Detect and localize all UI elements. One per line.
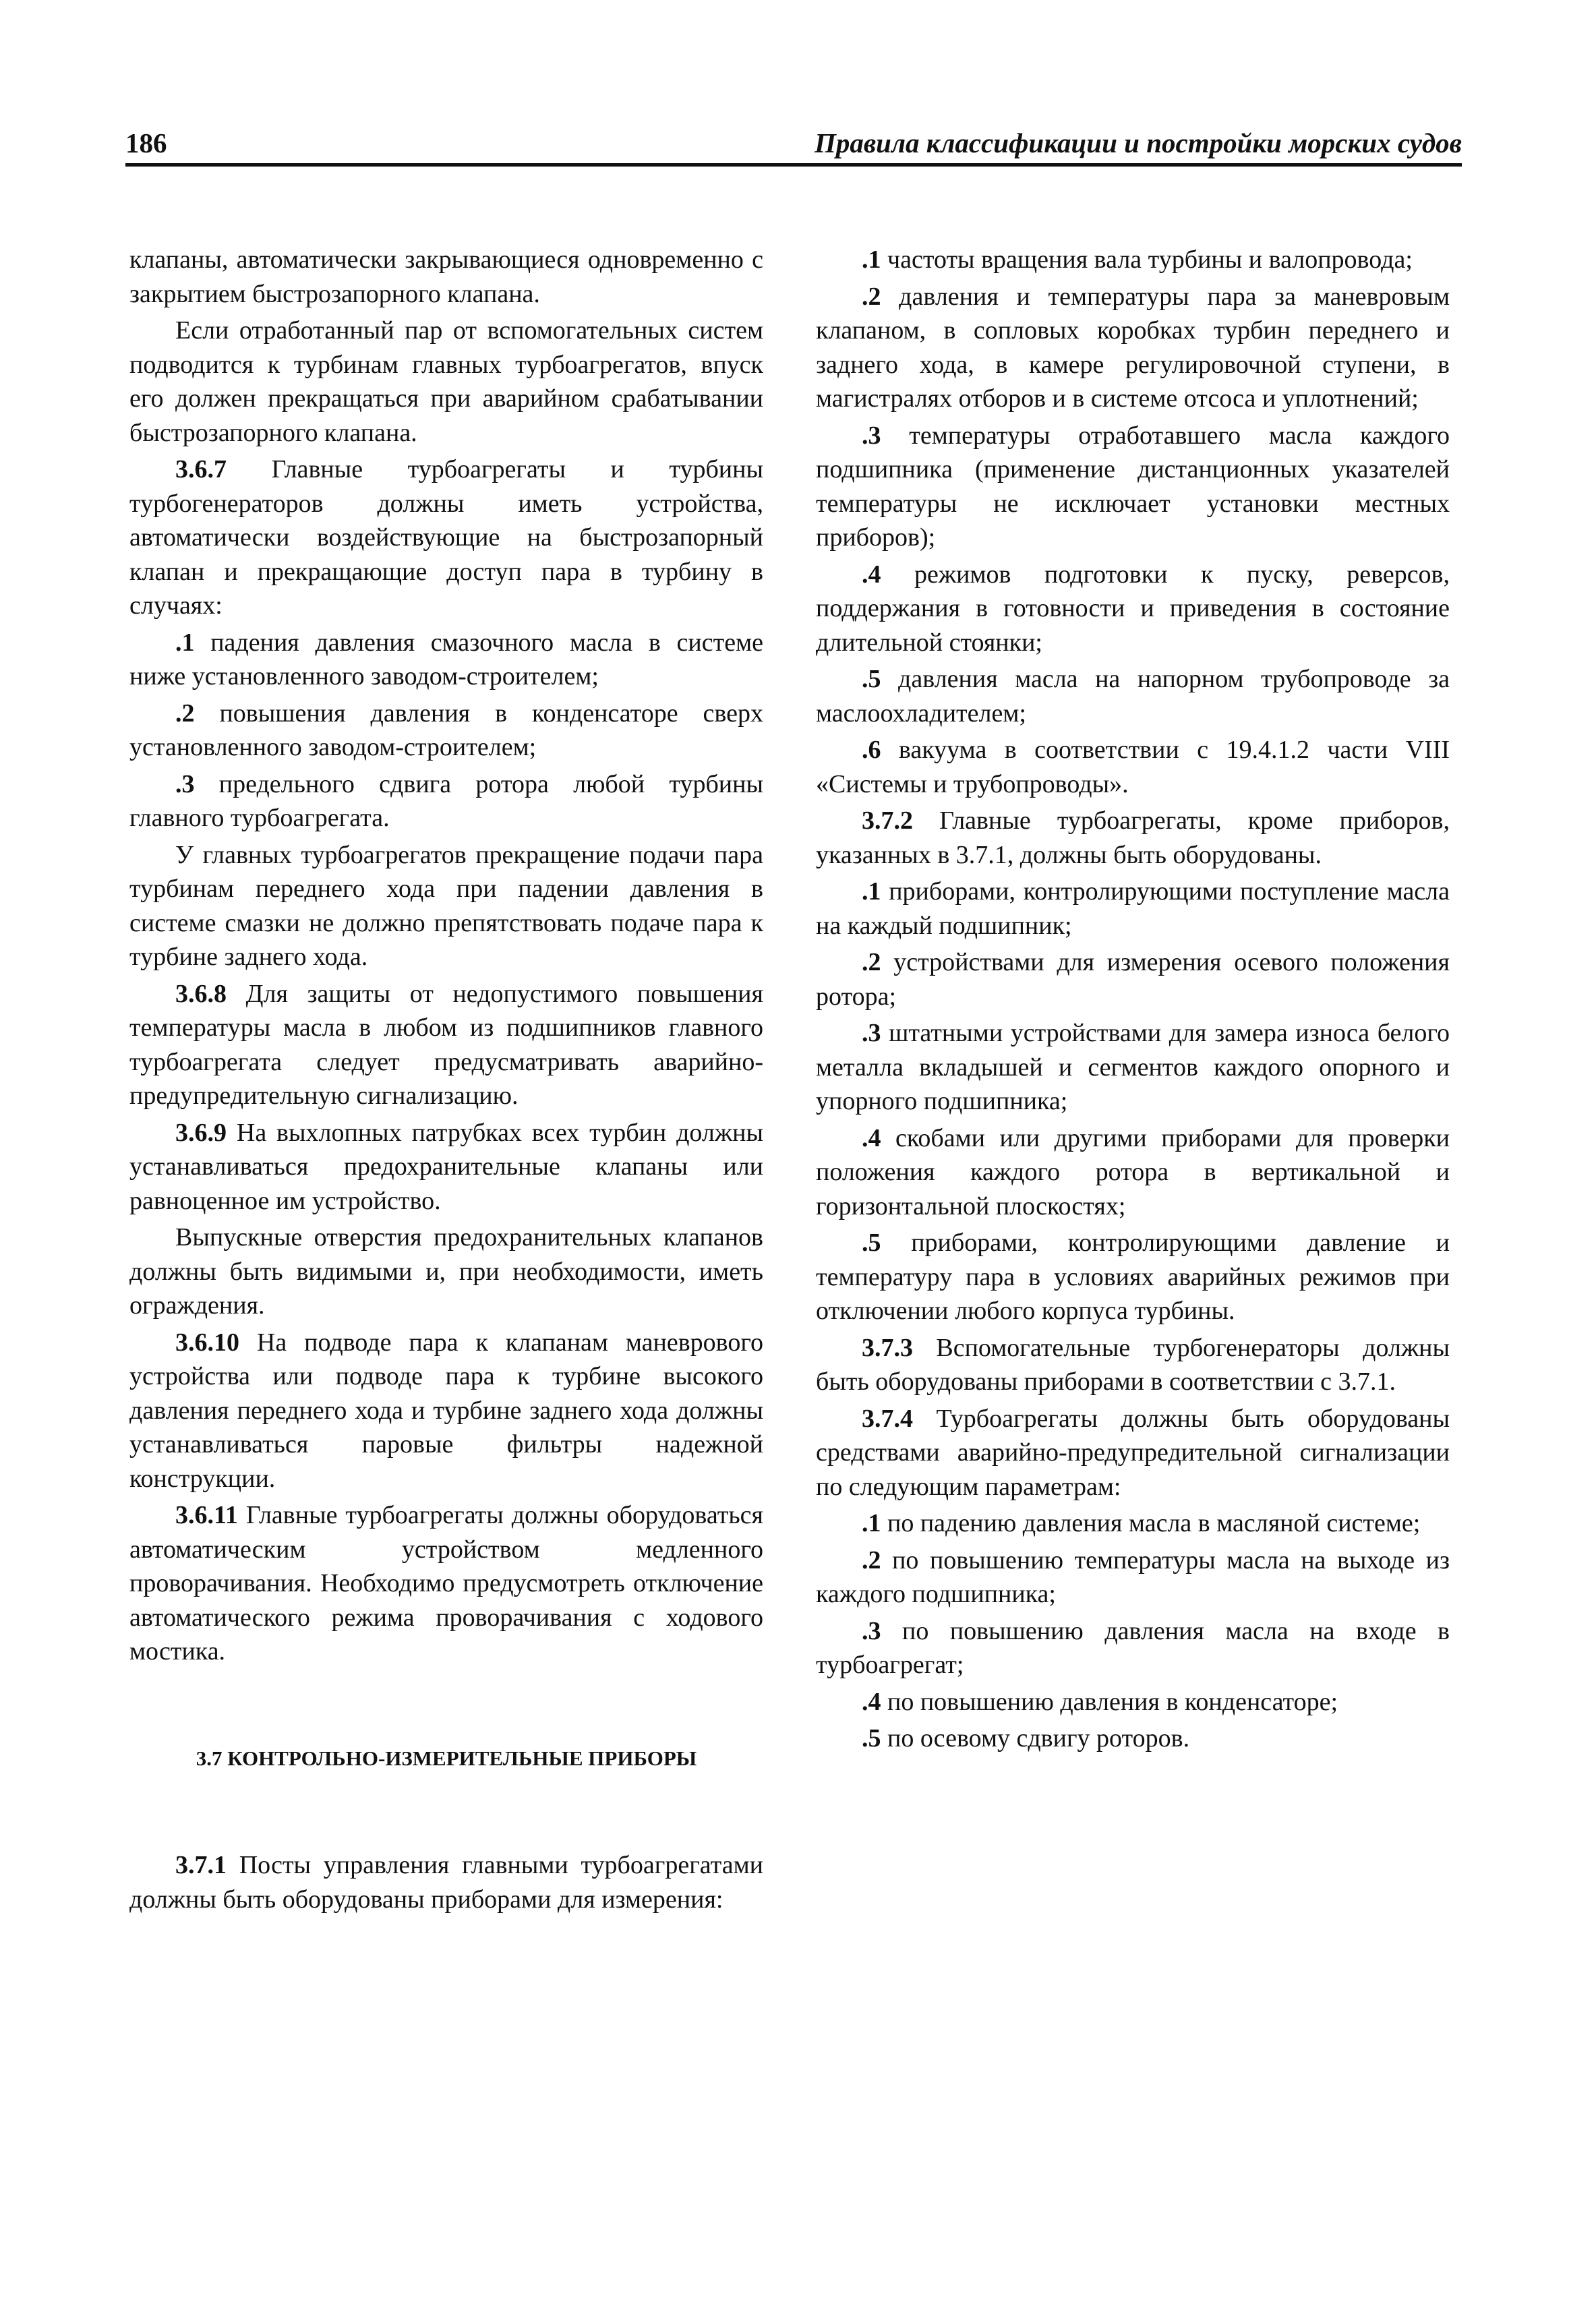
list-item: .3 предельного сдвига ротора любой турбины главного турбоагрегата.	[129, 769, 763, 832]
clause-3-7-1: 3.7.1 Посты управления главными турбоагрегатами должны быть оборудованы приборами для измерения:	[129, 1851, 763, 1914]
right-column	[816, 243, 1450, 1759]
list-item: .2 повышения давления в конденсаторе сверх установленного заводом-строителем;	[129, 699, 763, 761]
section-heading: 3.7 КОНТРОЛЬНО-ИЗМЕРИТЕЛЬНЫЕ ПРИБОРЫ	[196, 1746, 697, 1770]
list-item: .4 по повышению давления в конденсаторе;	[862, 1687, 1338, 1716]
list-item: .3 по повышению давления масла на входе в турбоагрегат;	[816, 1616, 1450, 1679]
clause-3-6-9: 3.6.9 На выхлопных патрубках всех турбин должны устанавливаться предохранительные клапаны или равноценное им устройство.	[129, 1118, 763, 1215]
list-item: .5 по осевому сдвигу роторов.	[862, 1724, 1190, 1752]
page-number: 186	[125, 127, 167, 158]
clause-3-7-2: 3.7.2 Главные турбоагрегаты, кроме приборов, указанных в 3.7.1, должны быть оборудованы.	[816, 806, 1450, 869]
list-item: .1 приборами, контролирующими поступление масла на каждый подшипник;	[816, 877, 1450, 940]
page-header	[125, 127, 1462, 163]
list-item: .1 по падению давления масла в масляной системе;	[862, 1509, 1421, 1537]
running-title: Правила классификации и постройки морских судов	[814, 127, 1462, 158]
list-item: .2 по повышению температуры масла на выходе из каждого подшипника;	[816, 1545, 1450, 1608]
left-column	[129, 243, 763, 1919]
list-item: .2 устройствами для измерения осевого положения ротора;	[816, 948, 1450, 1011]
clause-3-6-10: 3.6.10 На подводе пара к клапанам маневрового устройства или подводе пара к турбине высокого давления переднего хода и турбине заднего хода должны устанавливаться паровые фильтры надежной конструкции.	[129, 1328, 763, 1493]
list-item: .4 скобами или другими приборами для проверки положения каждого ротора в вертикальной и горизонтальной плоскостях;	[816, 1123, 1450, 1220]
clause-3-6-7: 3.6.7 Главные турбоагрегаты и турбины турбогенераторов должны иметь устройства, автоматически воздействующие на быстрозапорный клапан и прекращающие доступ пара в турбину в случаях:	[129, 455, 763, 620]
list-item: .5 давления масла на напорном трубопроводе за маслоохладителем;	[816, 665, 1450, 728]
list-item: .6 вакуума в соответствии с 19.4.1.2 части VIII «Системы и трубопроводы».	[816, 736, 1450, 798]
list-item: .5 приборами, контролирующими давление и температуру пара в условиях аварийных режимов при отключении любого корпуса турбины.	[816, 1229, 1450, 1325]
clause-3-6-11: 3.6.11 Главные турбоагрегаты должны оборудоваться автоматическим устройством медленного проворачивания. Необходимо предусмотреть отключение автоматического режима проворачивания с ходового мостика.	[129, 1501, 763, 1666]
list-item: .1 частоты вращения вала турбины и валопровода;	[862, 245, 1413, 274]
list-item: .2 давления и температуры пара за маневровым клапаном, в сопловых коробках турбин переднего и заднего хода, в камере регулировочной ступени, в магистралях отборов и в системе отсоса и уплотнений;	[816, 282, 1450, 413]
paragraph: Если отработанный пар от вспомогательных систем подводится к турбинам главных турбоагрегатов, впуск его должен прекращаться при аварийном срабатывании быстрозапорного клапана.	[129, 316, 763, 447]
list-item: .3 штатными устройствами для замера износа белого металла вкладышей и сегментов каждого опорного и упорного подшипника;	[816, 1019, 1450, 1115]
clause-3-7-3: 3.7.3 Вспомогательные турбогенераторы должны быть оборудованы приборами в соответствии с 3.7.1.	[816, 1333, 1450, 1396]
clause-3-6-8: 3.6.8 Для защиты от недопустимого повышения температуры масла в любом из подшипников главного турбоагрегата следует предусматривать аварийно-предупредительную сигнализацию.	[129, 979, 763, 1110]
list-item: .3 температуры отработавшего масла каждого подшипника (применение дистанционных указателей температуры не исключает установки местных приборов);	[816, 421, 1450, 552]
list-item: .4 режимов подготовки к пуску, реверсов, поддержания в готовности и приведения в состояние длительной стоянки;	[816, 560, 1450, 657]
paragraph: У главных турбоагрегатов прекращение подачи пара турбинам переднего хода при падении давления в системе смазки не должно препятствовать подаче пара к турбине заднего хода.	[129, 840, 763, 971]
clause-3-7-4: 3.7.4 Турбоагрегаты должны быть оборудованы средствами аварийно-предупредительной сигнализации по следующим параметрам:	[816, 1404, 1450, 1501]
header-rule	[125, 163, 1462, 167]
paragraph: клапаны, автоматически закрывающиеся одновременно с закрытием быстрозапорного клапана.	[129, 245, 763, 308]
paragraph: Выпускные отверстия предохранительных клапанов должны быть видимыми и, при необходимости, иметь ограждения.	[129, 1223, 763, 1320]
list-item: .1 падения давления смазочного масла в системе ниже установленного заводом-строителем;	[129, 628, 763, 690]
